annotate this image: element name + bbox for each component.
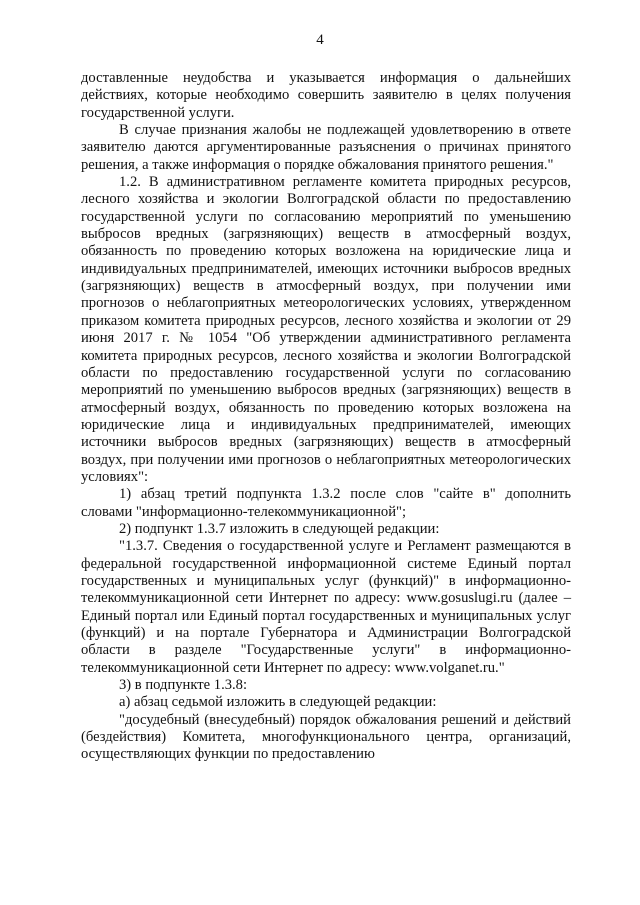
paragraph-appeal-procedure: "досудебный (внесудебный) порядок обжалования решений и действий (бездействия) Комитета, многофункционального центра, организаций, осуществляющих функции по предоставлению xyxy=(81,711,571,763)
document-body xyxy=(81,70,571,764)
page-number: 4 xyxy=(316,32,324,48)
list-item-1: 1) абзац третий подпункта 1.3.2 после слов "сайте в" дополнить словами "информационно-телекоммуникационной"; xyxy=(81,486,571,520)
paragraph-subsection-1-3-7: "1.3.7. Сведения о государственной услуге и Регламент размещаются в федеральной государственной информационной системе Единый портал государственных и муниципальных услуг (функций)" в информационно-телекоммуникационной сети Интернет по адресу: www.gosuslugi.ru (далее – Единый портал или Единый портал государственных и муниципальных услуг (функций) и на портале Губернатора и Администрации Волгоградской области в разделе "Государственные услуги" в информационно-телекоммуникационной сети Интернет по адресу: www.volganet.ru." xyxy=(81,538,571,676)
list-item-2: 2) подпункт 1.3.7 изложить в следующей редакции: xyxy=(119,520,440,537)
paragraph-complaint-response: доставленные неудобства и указывается информация о дальнейших действиях, которые необходимо совершить заявителю в целях получения государственной услуги. xyxy=(81,70,571,121)
list-item-3: 3) в подпункте 1.3.8: xyxy=(119,677,248,694)
paragraph-complaint-rejection: В случае признания жалобы не подлежащей удовлетворению в ответе заявителю даются аргументированные разъяснения о причинах принятого решения, а также информация о порядке обжалования принятого решения." xyxy=(81,122,571,173)
list-item-a: а) абзац седьмой изложить в следующей редакции: xyxy=(119,694,437,711)
paragraph-section-1-2: 1.2. В административном регламенте комитета природных ресурсов, лесного хозяйства и экологии Волгоградской области по предоставлению государственной услуги по согласованию мероприятий по уменьшению выбросов вредных (загрязняющих) веществ в атмосферный воздух, обязанность по проведению которых возложена на юридические лица и индивидуальных предпринимателей, имеющих источники выбросов вредных (загрязняющих) веществ в атмосферный воздух, при получении ими прогнозов о неблагоприятных метеорологических условиях, утвержденном приказом комитета природных ресурсов, лесного хозяйства и экологии от 29 июня 2017 г. № 1054 "Об утверждении административного регламента комитета природных ресурсов, лесного хозяйства и экологии Волгоградской области по предоставлению государственной услуги по согласованию мероприятий по уменьшению выбросов вредных (загрязняющих) веществ в атмосферный воздух, обязанность по проведению которых возложена на юридические лица и индивидуальных предпринимателей, имеющих источники выбросов вредных (загрязняющих) веществ в атмосферный воздух, при получении ими прогнозов о неблагоприятных метеорологических условиях": xyxy=(81,174,571,485)
